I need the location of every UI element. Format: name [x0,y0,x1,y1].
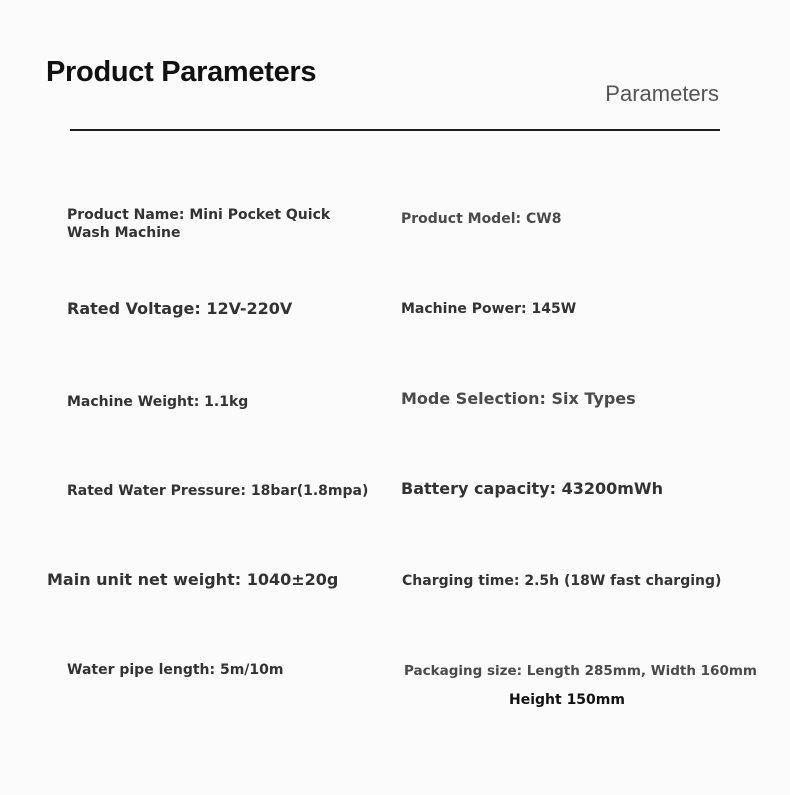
param-water-pipe-length: Water pipe length: 5m/10m [67,662,284,678]
param-rated-water-pressure: Rated Water Pressure: 18bar(1.8mpa) [67,483,369,499]
param-product-name: Product Name: Mini Pocket Quick Wash Machine [67,207,331,241]
param-charging-time: Charging time: 2.5h (18W fast charging) [402,573,722,589]
param-packaging-height: Height 150mm [509,692,625,708]
param-product-model: Product Model: CW8 [401,211,562,227]
header-divider [70,129,720,131]
param-machine-weight: Machine Weight: 1.1kg [67,394,249,410]
param-machine-power: Machine Power: 145W [401,301,577,317]
param-packaging-size: Packaging size: Length 285mm, Width 160mm [404,663,757,679]
param-net-weight: Main unit net weight: 1040±20g [47,570,339,589]
param-battery-capacity: Battery capacity: 43200mWh [401,479,663,498]
param-mode-selection: Mode Selection: Six Types [401,389,636,408]
page-title: Product Parameters [46,56,317,88]
section-subtitle: Parameters [605,81,719,106]
param-rated-voltage: Rated Voltage: 12V-220V [67,299,293,318]
